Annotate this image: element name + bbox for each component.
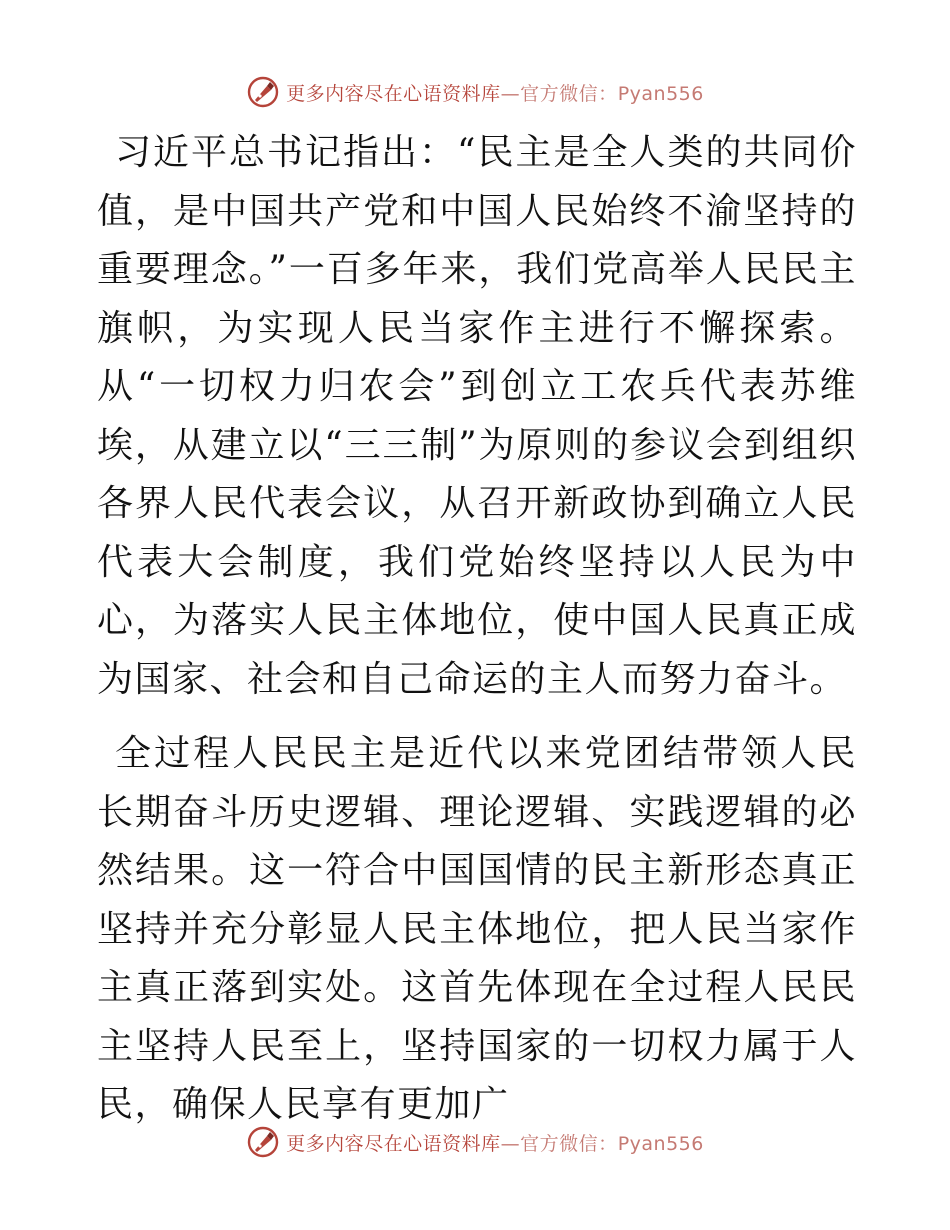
watermark-wechat-label: 官方微信： <box>520 1132 618 1155</box>
pen-nib-logo-icon <box>246 75 280 109</box>
header-watermark <box>0 72 950 112</box>
watermark-separator: — <box>500 1132 521 1155</box>
document-body <box>97 124 857 1135</box>
pen-nib-logo-icon <box>246 1125 280 1159</box>
watermark-brand: 更多内容尽在心语资料库 <box>286 1132 501 1155</box>
watermark-text <box>286 79 704 106</box>
paragraph-1: 习近平总书记指出：“民主是全人类的共同价值，是中国共产党和中国人民始终不渝坚持的重要理念。”一百多年来，我们党高举人民民主旗帜，为实现人民当家作主进行不懈探索。从“一切权力归农会”到创立工农兵代表苏维埃，从建立以“三三制”为原则的参议会到组织各界人民代表会议，从召开新政协到确立人民代表大会制度，我们党始终坚持以人民为中心，为落实人民主体地位，使中国人民真正成为国家、社会和自己命运的主人而努力奋斗。 <box>97 132 857 700</box>
watermark-wechat-label: 官方微信： <box>520 82 618 105</box>
watermark-wechat-id: Pyan556 <box>617 1132 704 1155</box>
paragraph-2: 全过程人民民主是近代以来党团结带领人民长期奋斗历史逻辑、理论逻辑、实践逻辑的必然结果。这一符合中国国情的民主新形态真正坚持并充分彰显人民主体地位，把人民当家作主真正落到实处。这首先体现在全过程人民民主坚持人民至上，坚持国家的一切权力属于人民，确保人民享有更加广 <box>97 733 857 1125</box>
footer-watermark <box>0 1122 950 1162</box>
watermark-wechat-id: Pyan556 <box>617 82 704 105</box>
watermark-brand: 更多内容尽在心语资料库 <box>286 82 501 105</box>
watermark-separator: — <box>500 82 521 105</box>
watermark-text <box>286 1129 704 1156</box>
